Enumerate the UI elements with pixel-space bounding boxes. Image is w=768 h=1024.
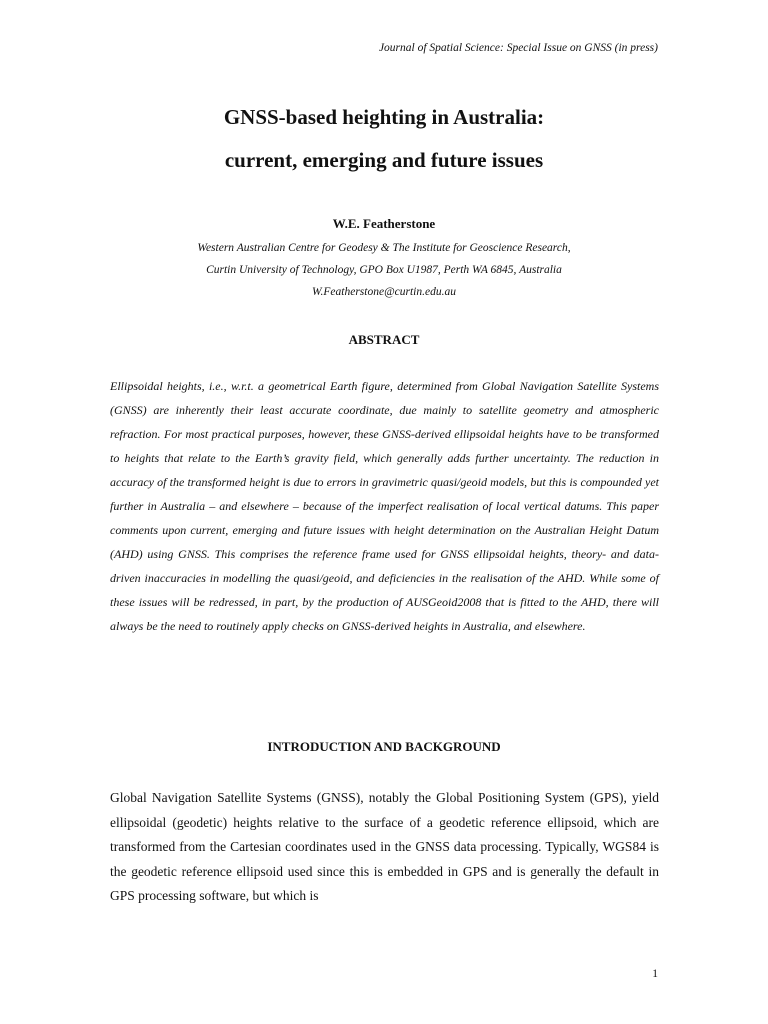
introduction-heading: INTRODUCTION AND BACKGROUND (267, 739, 501, 754)
paper-title-line-2: current, emerging and future issues (224, 148, 544, 172)
author-affiliation-line-2: Curtin University of Technology, GPO Box U1987, Perth WA 6845, Australia (206, 264, 562, 276)
author-name: W.E. Featherstone (332, 216, 436, 231)
author-affiliation-line-1: Western Australian Centre for Geodesy & The Institute for Geoscience Research, (197, 242, 571, 254)
introduction-text: Global Navigation Satellite Systems (GNSS), notably the Global Positioning System (GPS), yield ellipsoidal (geodetic) heights relative to the surface of a geodetic reference ellipsoid, which are transformed from the Cartesian coordinates used in the GNSS data processing. Typically, WGS84 is the geodetic reference ellipsoid used since this is embedded in GPS and is generally the default in GPS processing software, but which is (110, 790, 659, 904)
running-header: Journal of Spatial Science: Special Issue on GNSS (in press) (378, 42, 658, 54)
page-number: 1 (652, 968, 658, 980)
abstract-text: Ellipsoidal heights, i.e., w.r.t. a geometrical Earth figure, determined from Global Navigation Satellite Systems (GNSS) are inherently their least accurate coordinate, due mainly to satellite geometry and atmospheric refraction. For most practical purposes, however, these GNSS-derived ellipsoidal heights have to be transformed to heights that relate to the Earth’s gravity field, which generally adds further uncertainty. The reduction in accuracy of the transformed height is due to errors in gravimetric quasi/geoid models, but this is compounded yet further in Australia – and elsewhere – because of the imperfect realisation of local vertical datums. This paper comments upon current, emerging and future issues with height determination on the Australian Height Datum (AHD) using GNSS. This comprises the reference frame used for GNSS ellipsoidal heights, theory- and data-driven inaccuracies in modelling the quasi/geoid, and deficiencies in the realisation of the AHD. While some of these issues will be redressed, in part, by the production of AUSGeoid2008 that is fitted to the AHD, there will always be the need to routinely apply checks on GNSS-derived heights in Australia, and elsewhere. (110, 379, 659, 633)
paper-title-line-1: GNSS-based heighting in Australia: (223, 105, 545, 129)
author-email: W.Featherstone@curtin.edu.au (312, 286, 456, 298)
abstract-heading: ABSTRACT (348, 332, 420, 347)
